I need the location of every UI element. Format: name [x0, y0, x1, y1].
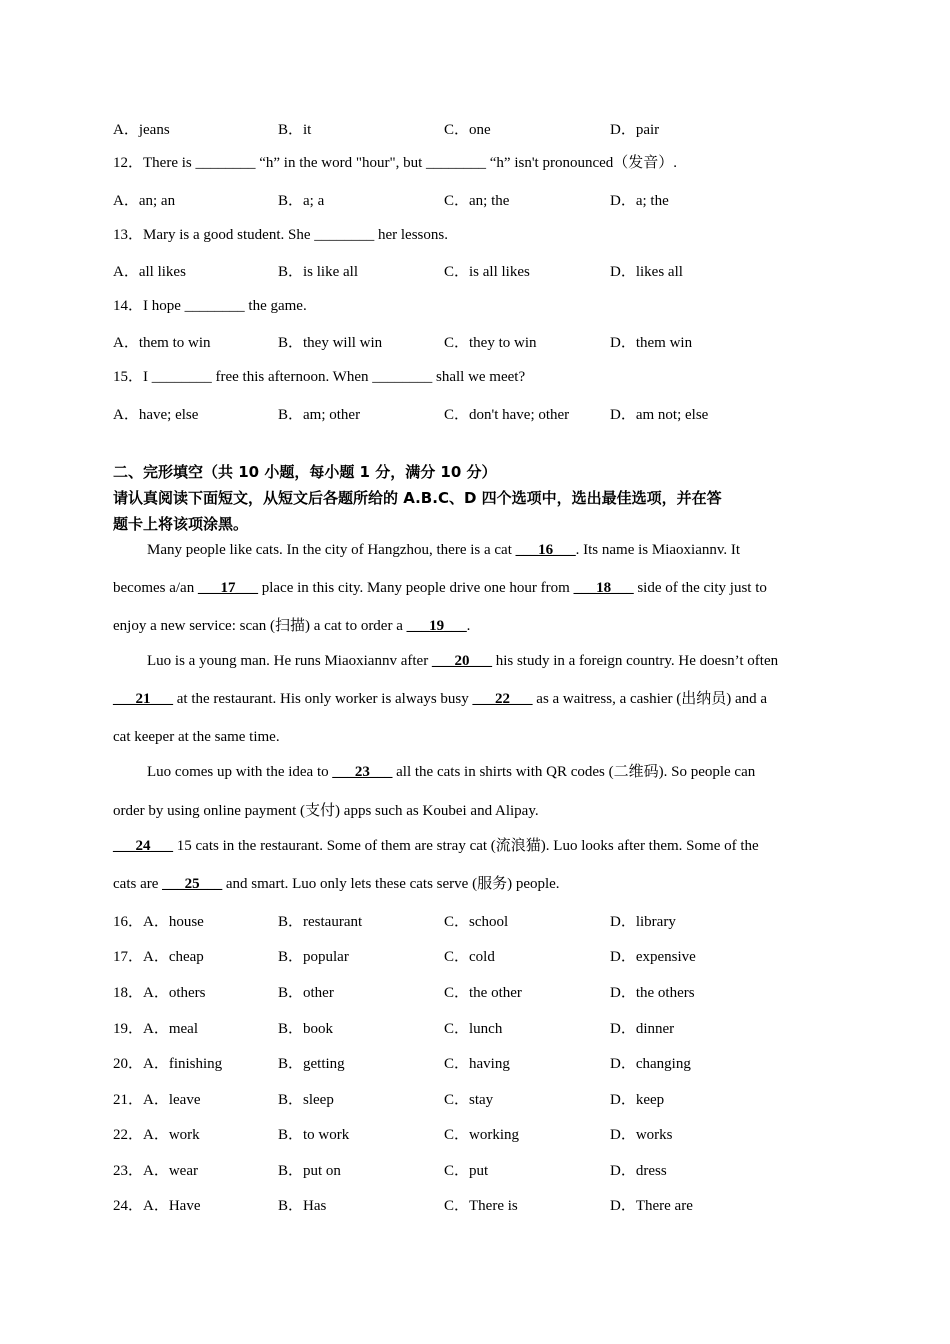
answer-row-19	[113, 1017, 838, 1037]
option-a: 21．A．leave	[113, 1092, 201, 1108]
answer-row-20	[113, 1052, 838, 1072]
answer-row-22	[113, 1123, 838, 1143]
option-d: D．am not; else	[610, 407, 709, 423]
option-a: A．have; else	[113, 407, 199, 423]
answer-row-23	[113, 1159, 838, 1179]
text: 15 cats in the restaurant. Some of them are stray cat (流浪猫). Luo looks after them. Some of the	[173, 838, 759, 854]
option-c: C．school	[444, 914, 509, 930]
text: side of the city just to	[633, 580, 767, 596]
option-c: C．an; the	[444, 193, 510, 209]
text: .	[466, 618, 471, 634]
option-a: 20．A．finishing	[113, 1056, 223, 1072]
blank-21: ___21___	[113, 691, 173, 707]
text: Luo is a young man. He runs Miaoxiannv after	[147, 653, 432, 669]
option-b: B．put on	[278, 1163, 341, 1179]
option-b: B．restaurant	[278, 914, 363, 930]
option-a: A．them to win	[113, 335, 211, 351]
option-d: D．library	[610, 914, 676, 930]
blank-18: ___18___	[573, 580, 634, 596]
passage-line	[113, 578, 838, 598]
q15-options	[113, 403, 838, 423]
section-instruction: 请认真阅读下面短文，从短文后各题所给的 A.B.C、D 四个选项中，选出最佳选项，并在答	[113, 489, 722, 507]
q11-options	[113, 118, 838, 138]
q14-options	[113, 331, 838, 351]
passage-line	[113, 616, 838, 636]
option-a: 22．A．work	[113, 1127, 200, 1143]
blank-19: ___19___	[406, 618, 467, 634]
section-title: 二、完形填空（共 10 小题，每小题 1 分，满分 10 分）	[113, 463, 497, 481]
option-a: A．an; an	[113, 193, 176, 209]
option-c: C．lunch	[444, 1021, 503, 1037]
answer-row-16	[113, 910, 838, 930]
blank-22: ___22___	[472, 691, 533, 707]
option-b: B．to work	[278, 1127, 350, 1143]
passage-line	[113, 874, 838, 894]
answer-row-18	[113, 981, 838, 1001]
option-d: D．keep	[610, 1092, 665, 1108]
option-d: D．them win	[610, 335, 693, 351]
option-c: C．having	[444, 1056, 510, 1072]
option-d: D．the others	[610, 985, 695, 1001]
option-d: D．dinner	[610, 1021, 675, 1037]
option-c: C．don't have; other	[444, 407, 570, 423]
option-b: B．getting	[278, 1056, 345, 1072]
question-13: 13．Mary is a good student. She ________ her lessons.	[113, 227, 448, 243]
section-instruction-cont: 题卡上将该项涂黑。	[113, 515, 249, 533]
option-a: 16．A．house	[113, 914, 204, 930]
answer-row-17	[113, 945, 838, 965]
blank-16: ___16___	[515, 542, 576, 558]
text: all the cats in shirts with QR codes (二维码). So people can	[392, 764, 756, 780]
option-a: 19．A．meal	[113, 1021, 198, 1037]
option-b: B．Has	[278, 1198, 327, 1214]
text: and smart. Luo only lets these cats serve (服务) people.	[222, 876, 560, 892]
passage-line	[147, 540, 838, 560]
option-a: 18．A．others	[113, 985, 206, 1001]
question-15: 15．I ________ free this afternoon. When ________ shall we meet?	[113, 369, 526, 385]
blank-20: ___20___	[431, 653, 492, 669]
passage-line	[113, 836, 838, 856]
text: as a waitress, a cashier (出纳员) and a	[532, 691, 768, 707]
option-d: D．dress	[610, 1163, 667, 1179]
passage-line: cat keeper at the same time.	[113, 729, 280, 745]
option-d: D．changing	[610, 1056, 691, 1072]
option-c: C．is all likes	[444, 264, 530, 280]
passage-line	[113, 689, 838, 709]
text: at the restaurant. His only worker is always busy	[173, 691, 473, 707]
text: his study in a foreign country. He doesn’t often	[491, 653, 779, 669]
option-a: A．jeans	[113, 122, 170, 138]
option-d: D．There are	[610, 1198, 693, 1214]
option-c: C．the other	[444, 985, 522, 1001]
text: place in this city. Many people drive one hour from	[257, 580, 574, 596]
text: cats are	[113, 876, 163, 892]
q12-options	[113, 189, 838, 209]
text: becomes a/an	[113, 580, 198, 596]
answer-row-24	[113, 1194, 838, 1214]
option-a: 23．A．wear	[113, 1163, 198, 1179]
text: Many people like cats. In the city of Hangzhou, there is a cat	[147, 542, 516, 558]
option-b: B．popular	[278, 949, 349, 965]
option-d: D．works	[610, 1127, 673, 1143]
option-c: C．put	[444, 1163, 489, 1179]
text: . Its name is Miaoxiannv. It	[575, 542, 741, 558]
option-d: D．likes all	[610, 264, 683, 280]
option-b: B．is like all	[278, 264, 358, 280]
question-14: 14．I hope ________ the game.	[113, 298, 307, 314]
answer-row-21	[113, 1088, 838, 1108]
option-c: C．stay	[444, 1092, 494, 1108]
blank-24: ___24___	[113, 838, 173, 854]
option-b: B．sleep	[278, 1092, 334, 1108]
option-d: D．expensive	[610, 949, 696, 965]
option-a: 17．A．cheap	[113, 949, 204, 965]
question-12: 12．There is ________ “h” in the word "hour", but ________ “h” isn't pronounced（发音）.	[113, 155, 678, 171]
text: Luo comes up with the idea to	[147, 764, 333, 780]
option-c: C．they to win	[444, 335, 537, 351]
option-b: B．other	[278, 985, 334, 1001]
passage-line	[147, 762, 838, 782]
blank-23: ___23___	[332, 764, 393, 780]
option-d: D．a; the	[610, 193, 669, 209]
option-a: 24．A．Have	[113, 1198, 201, 1214]
passage-line	[147, 651, 838, 671]
option-c: C．cold	[444, 949, 495, 965]
blank-25: ___25___	[162, 876, 223, 892]
option-c: C．working	[444, 1127, 520, 1143]
option-d: D．pair	[610, 122, 660, 138]
option-c: C．one	[444, 122, 491, 138]
option-b: B．book	[278, 1021, 334, 1037]
option-b: B．they will win	[278, 335, 383, 351]
option-b: B．am; other	[278, 407, 361, 423]
option-b: B．it	[278, 122, 312, 138]
blank-17: ___17___	[197, 580, 258, 596]
option-c: C．There is	[444, 1198, 518, 1214]
text: enjoy a new service: scan (扫描) a cat to order a	[113, 618, 407, 634]
passage-line: order by using online payment (支付) apps such as Koubei and Alipay.	[113, 803, 539, 819]
q13-options	[113, 260, 838, 280]
option-a: A．all likes	[113, 264, 186, 280]
option-b: B．a; a	[278, 193, 325, 209]
